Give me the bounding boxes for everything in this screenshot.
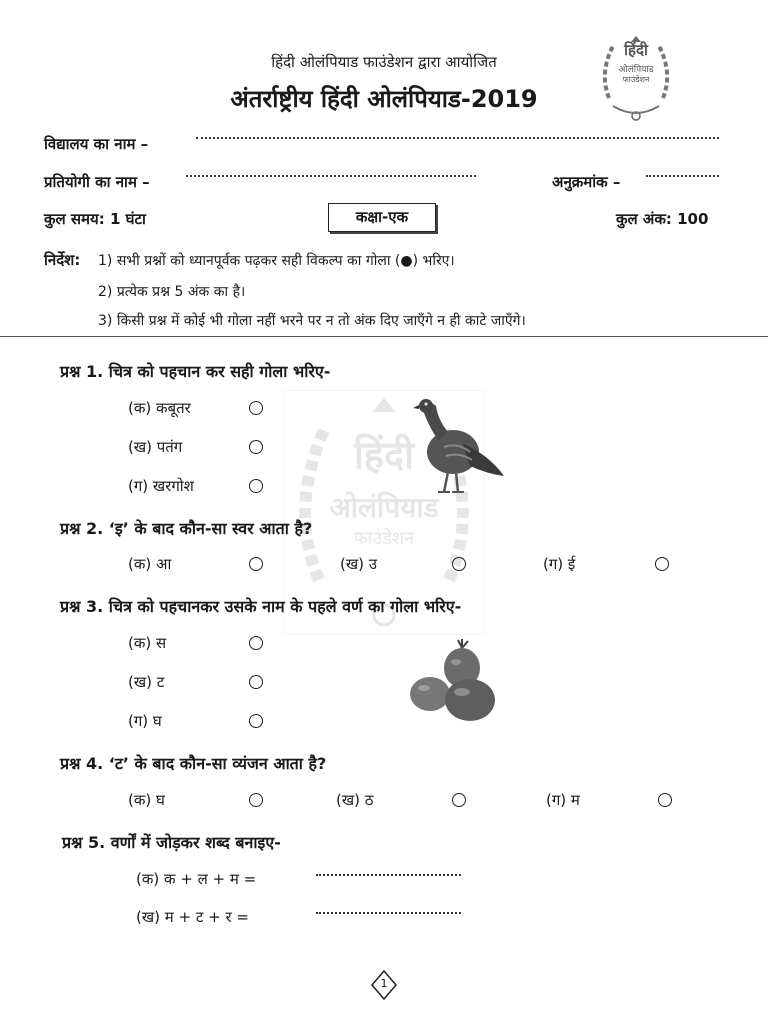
question-1-text: प्रश्न 1. चित्र को पहचान कर सही गोला भरिए- (60, 362, 331, 381)
q2-option-b-radio[interactable] (452, 557, 466, 571)
question-4-text: प्रश्न 4. ‘ट’ के बाद कौन-सा व्यंजन आता है? (60, 754, 327, 773)
q2-option-b: (ख) उ (340, 555, 377, 573)
q2-option-a: (क) आ (128, 555, 172, 573)
roll-number-field[interactable] (646, 175, 719, 177)
tomato-image (408, 636, 504, 726)
q5-part-a-answer[interactable] (316, 874, 461, 876)
q5-part-b-answer[interactable] (316, 912, 461, 914)
q2-option-c-radio[interactable] (655, 557, 669, 571)
total-marks: कुल अंक: 100 (616, 210, 709, 228)
question-5-text: प्रश्न 5. वर्णों में जोड़कर शब्द बनाइए- (62, 833, 281, 852)
q3-option-a: (क) स (128, 634, 167, 652)
candidate-name-label: प्रतियोगी का नाम – (44, 173, 150, 191)
q1-option-c: (ग) खरगोश (128, 477, 194, 495)
watermark-text-line3: फाउंडेशन (353, 528, 415, 549)
page-title: अंतर्राष्ट्रीय हिंदी ओलंपियाड-2019 (230, 85, 538, 113)
q1-option-b-radio[interactable] (249, 440, 263, 454)
q4-option-b-radio[interactable] (452, 793, 466, 807)
q3-option-c-radio[interactable] (249, 714, 263, 728)
q4-option-b: (ख) ठ (336, 791, 374, 809)
instruction-item: 3) किसी प्रश्न में कोई भी गोला नहीं भरने पर न तो अंक दिए जाएँगे न ही काटे जाएँगे। (98, 313, 526, 329)
question-2-text: प्रश्न 2. ‘इ’ के बाद कौन-सा स्वर आता है? (60, 519, 313, 538)
page-number: 1 (380, 977, 388, 990)
logo-text-line1: हिंदी (624, 41, 648, 59)
total-time: कुल समय: 1 घंटा (44, 210, 146, 228)
roll-number-label: अनुक्रमांक – (552, 173, 621, 191)
school-name-label: विद्यालय का नाम – (44, 135, 149, 153)
watermark-text-line1: हिंदी (353, 433, 415, 477)
q1-option-c-radio[interactable] (249, 479, 263, 493)
q5-part-a: (क) क + ल + म = (136, 870, 257, 888)
question-3-text: प्रश्न 3. चित्र को पहचानकर उसके नाम के पहले वर्ण का गोला भरिए- (60, 597, 462, 616)
q4-option-a: (क) घ (128, 791, 165, 809)
q3-option-a-radio[interactable] (249, 636, 263, 650)
organizer-line: हिंदी ओलंपियाड फाउंडेशन द्वारा आयोजित (271, 53, 497, 71)
q1-option-b: (ख) पतंग (128, 438, 183, 456)
q3-option-c: (ग) घ (128, 712, 162, 730)
instructions-heading: निर्देश: (44, 251, 81, 269)
instruction-item: 2) प्रत्येक प्रश्न 5 अंक का है। (98, 284, 246, 300)
q1-option-a-radio[interactable] (249, 401, 263, 415)
candidate-name-field[interactable] (186, 175, 476, 177)
school-name-field[interactable] (196, 137, 719, 139)
q4-option-c: (ग) म (546, 791, 580, 809)
q4-option-c-radio[interactable] (658, 793, 672, 807)
q3-option-b-radio[interactable] (249, 675, 263, 689)
q5-part-b: (ख) म + ट + र = (136, 908, 249, 926)
q1-option-a: (क) कबूतर (128, 399, 191, 417)
q2-option-a-radio[interactable] (249, 557, 263, 571)
q2-option-c: (ग) ई (543, 555, 576, 573)
divider (0, 336, 768, 337)
instruction-item: 1) सभी प्रश्नों को ध्यानपूर्वक पढ़कर सही विकल्प का गोला (●) भरिए। (98, 253, 455, 269)
watermark-text-line2: ओलंपियाड (329, 491, 439, 524)
q4-option-a-radio[interactable] (249, 793, 263, 807)
logo-text-line3: फाउंडेशन (622, 75, 650, 84)
logo-text-line2: ओलंपियाड (618, 65, 654, 75)
pigeon-image (408, 392, 508, 502)
class-box: कक्षा-एक (328, 203, 436, 232)
q3-option-b: (ख) ट (128, 673, 165, 691)
